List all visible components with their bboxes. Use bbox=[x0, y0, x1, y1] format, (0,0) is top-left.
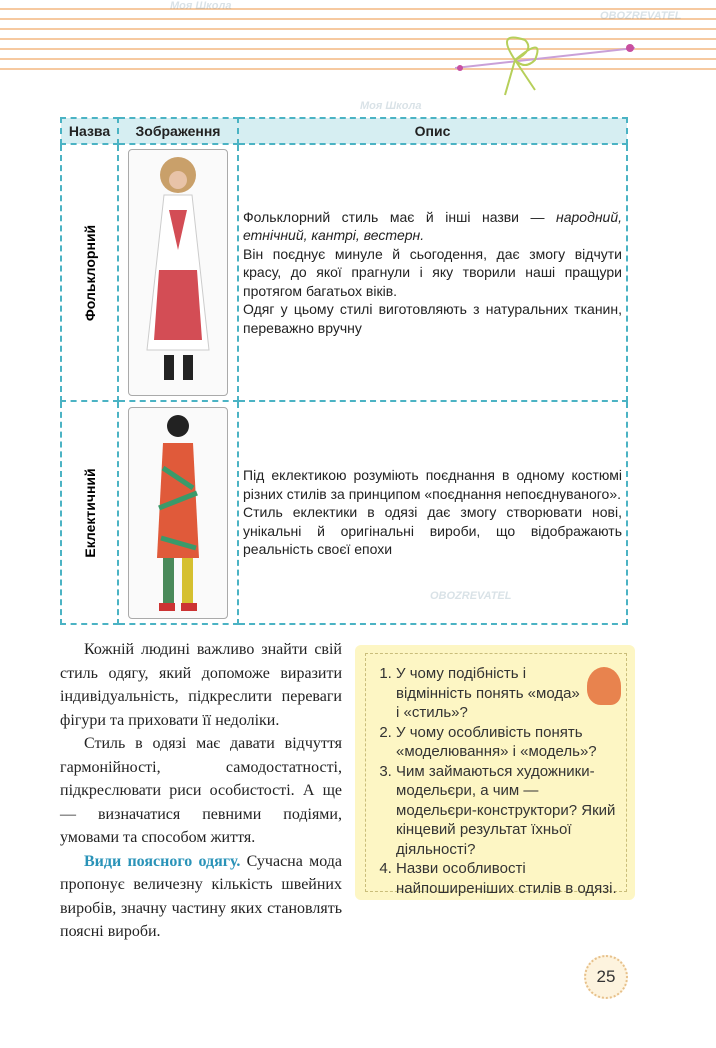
style-description bbox=[238, 144, 627, 401]
watermark: OBOZREVATEL bbox=[430, 590, 512, 602]
section-heading: Види поясного одягу. bbox=[84, 852, 241, 870]
eclectic-outfit-image bbox=[128, 407, 228, 619]
watermark: Моя Школа bbox=[360, 100, 422, 112]
thinking-head-icon bbox=[587, 667, 621, 705]
style-name: Фольклорний bbox=[81, 224, 98, 321]
paragraph: Стиль в одязі має давати відчуття гармонійності, самодостатності, підкреслювати риси особистості. А ще — визначатися певними подіями, умовами та способом життя. bbox=[60, 735, 342, 846]
question-item: 1. У чому подібність і відмінність понять «мода» і «стиль»? bbox=[396, 664, 620, 723]
table-row bbox=[61, 144, 627, 401]
watermark: Моя Школа bbox=[170, 0, 232, 12]
desc-text: Фольклорний стиль має й інші назви — bbox=[243, 208, 557, 225]
table-header bbox=[61, 118, 627, 144]
question-item: 3. Чим займаються художники-модельєри, а чим — модельєри-конструктори? Який кінцевий результат їхньої діяльності? bbox=[396, 762, 620, 860]
header-description: Опис bbox=[238, 118, 627, 144]
header-image: Зображення bbox=[118, 118, 238, 144]
table-row bbox=[61, 401, 627, 624]
watermark: OBOZREVATEL bbox=[600, 10, 682, 22]
style-name: Еклектичний bbox=[81, 467, 98, 558]
style-description bbox=[238, 401, 627, 624]
desc-text: Під еклектикою розуміють поєднання в одному костюмі різних стилів за принципом «поєднання непоєднуваного». bbox=[243, 467, 622, 502]
ribbon-bow-icon bbox=[455, 30, 635, 100]
desc-text: Стиль еклектики в одязі дає змогу створювати нові, унікальні й оригінальні вироби, що відображають реальність своєї епохи bbox=[243, 504, 622, 558]
questions-box bbox=[355, 645, 635, 900]
styles-table bbox=[60, 117, 628, 625]
page-number: 25 bbox=[584, 955, 628, 999]
question-item: 2. У чому особливість понять «моделювання» і «модель»? bbox=[396, 723, 620, 762]
question-item: 4. Назви особливості найпоширеніших стилів в одязі. bbox=[396, 859, 620, 898]
desc-italic: народний, етнічний, кантрі, вестерн. bbox=[243, 208, 622, 244]
paragraph-text: Сучасна мода пропонує величезну кількість швейних виробів, значну частину яких становлять поясні вироби. bbox=[60, 852, 342, 940]
body-text bbox=[60, 638, 342, 944]
paragraph: Кожній людині важливо знайти свій стиль одягу, який допоможе виразити індивідуальність, підкреслити переваги фігури та приховати її недоліки. bbox=[60, 641, 342, 729]
paragraph bbox=[60, 850, 342, 944]
header-name: Назва bbox=[61, 118, 118, 144]
desc-text: Одяг у цьому стилі виготовляють з натуральних тканин, переважно вручну bbox=[243, 301, 622, 336]
folk-dress-image bbox=[128, 149, 228, 396]
desc-text: Він поєднує минуле й сьогодення, дає змогу відчути красу, до якої прагнули і яку творили наші пращури протягом багатьох віків. bbox=[243, 245, 622, 299]
